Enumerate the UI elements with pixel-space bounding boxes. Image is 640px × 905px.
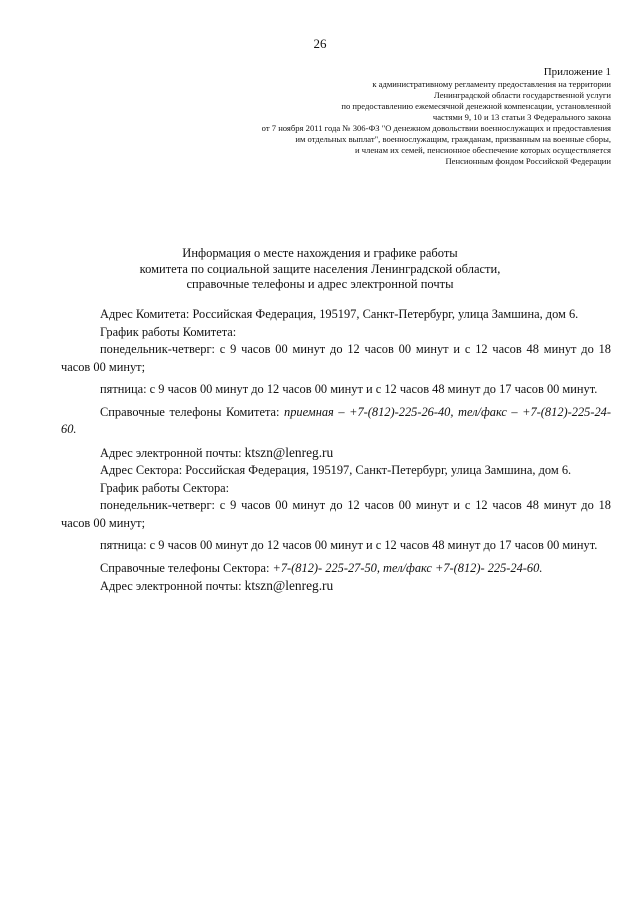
appendix-line: и членам их семей, пенсионное обеспечение которых осуществляется xyxy=(354,145,611,155)
sector-email-link[interactable]: ktszn@lenreg.ru xyxy=(244,578,334,593)
page-number: 26 xyxy=(313,36,327,51)
heading-line: комитета по социальной защите населения Ленинградской области, xyxy=(139,261,501,276)
sector-schedule-title: График работы Сектора: xyxy=(100,480,230,495)
committee-schedule-mon-thu: понедельник-четверг: с 9 часов 00 минут до 12 часов 00 минут и с 12 часов 48 минут до 18 часов 00 минут; xyxy=(61,342,611,374)
sector-phones-label: Справочные телефоны Сектора: xyxy=(100,560,273,575)
sector-email-label: Адрес электронной почты: xyxy=(100,579,245,593)
sector-email xyxy=(61,577,611,596)
appendix-line: им отдельных выплат", военнослужащим, гражданам, призванным на военные сборы, xyxy=(295,134,611,144)
heading-line: Информация о месте нахождения и графике работы xyxy=(182,246,458,260)
committee-email-link[interactable]: ktszn@lenreg.ru xyxy=(244,444,334,460)
sector-schedule-mon-thu: понедельник-четверг: с 9 часов 00 минут до 12 часов 00 минут и с 12 часов 48 минут до 18 часов 00 минут; xyxy=(61,498,611,530)
committee-address: Адрес Комитета: Российская Федерация, 195197, Санкт-Петербург, улица Замшина, дом 6. xyxy=(100,307,579,321)
appendix-line: частями 9, 10 и 13 статьи 3 Федерального закона xyxy=(432,112,611,122)
appendix-line: к административному регламенту предоставления на территории xyxy=(372,79,611,89)
sector-address: Адрес Сектора: Российская Федерация, 195197, Санкт-Петербург, улица Замшина, дом 6. xyxy=(100,463,572,477)
appendix-line: Пенсионным фондом Российской Федерации xyxy=(445,156,611,166)
heading-line: справочные телефоны и адрес электронной почты xyxy=(186,277,454,291)
appendix-header xyxy=(151,66,611,167)
appendix-line: по предоставлению ежемесячной денежной компенсации, установленной xyxy=(341,101,611,111)
committee-email-label: Адрес электронной почты: xyxy=(100,445,245,460)
committee-schedule-fri: пятница: с 9 часов 00 минут до 12 часов 00 минут и с 12 часов 48 минут до 17 часов 00 минут. xyxy=(100,382,598,396)
appendix-line: от 7 ноября 2011 года № 306-ФЗ "О денежном довольствии военнослужащих и предоставления xyxy=(261,123,611,133)
document-heading xyxy=(0,246,640,293)
sector-schedule-fri: пятница: с 9 часов 00 минут до 12 часов 00 минут и с 12 часов 48 минут до 17 часов 00 минут. xyxy=(100,538,598,552)
committee-phones xyxy=(61,404,611,439)
committee-schedule-title: График работы Комитета: xyxy=(100,324,237,339)
sector-phones xyxy=(61,560,611,578)
sector-phones-value: +7-(812)- 225-27-50, тел/факс +7-(812)- 225-24-60. xyxy=(272,560,543,575)
committee-phones-label: Справочные телефоны Комитета: xyxy=(100,404,285,419)
document-body xyxy=(61,306,611,596)
committee-phones-value: приемная – +7-(812)-225-26-40, тел/факс – +7-(812)-225-24-60. xyxy=(61,404,611,436)
appendix-title: Приложение 1 xyxy=(543,66,611,78)
committee-email xyxy=(61,444,611,463)
appendix-line: Ленинградской области государственной услуги xyxy=(433,90,611,100)
